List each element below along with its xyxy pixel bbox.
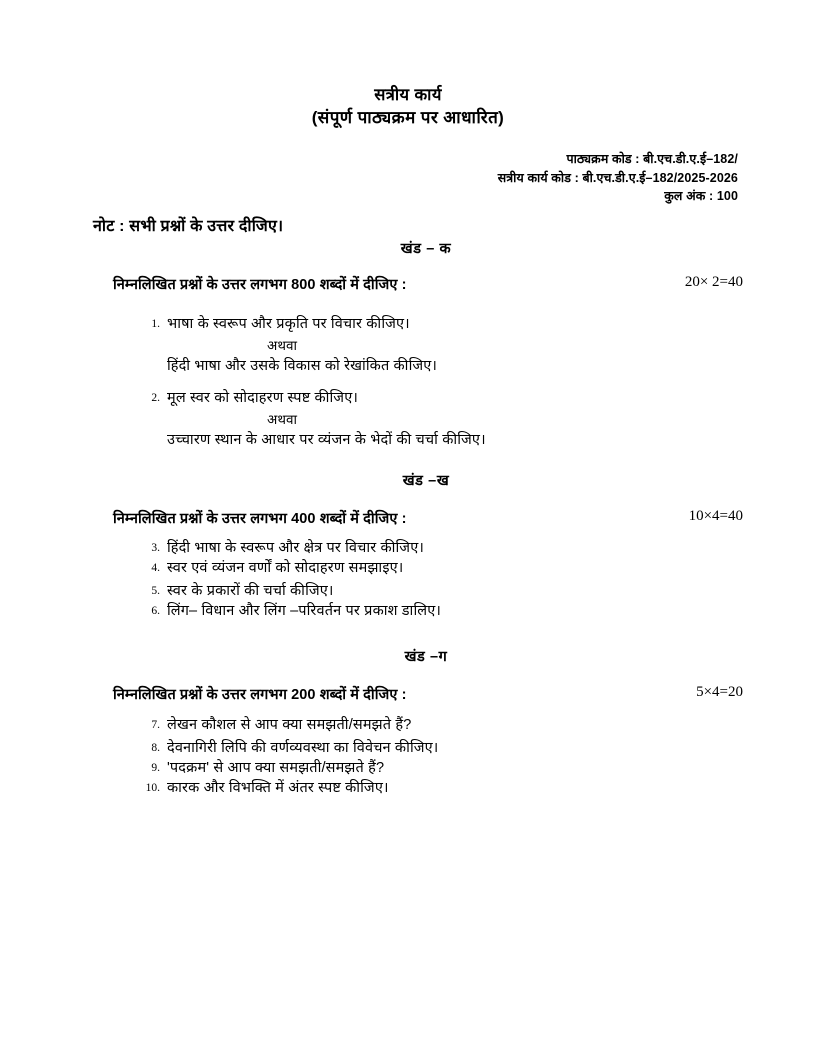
question-item — [120, 778, 720, 798]
section-instruction-b-text: निम्नलिखित प्रश्नों के उत्तर लगभग 400 शब्दों में दीजिए : — [113, 511, 407, 527]
question-item — [120, 758, 720, 778]
course-code-block — [498, 150, 738, 206]
question-alt-text: हिंदी भाषा और उसके विकास को रेखांकित कीजिए। — [167, 358, 438, 374]
question-text: हिंदी भाषा के स्वरूप और क्षेत्र पर विचार कीजिए। — [167, 540, 425, 556]
question-number: 5. — [151, 585, 160, 597]
question-number: 7. — [151, 719, 160, 731]
question-item — [120, 388, 720, 409]
question-number: 3. — [151, 542, 160, 554]
question-number: 10. — [145, 782, 160, 794]
note-line: नोट : सभी प्रश्नों के उत्तर दीजिए। — [93, 218, 284, 235]
question-item — [120, 558, 720, 578]
or-label: अथवा — [267, 412, 297, 427]
section-marks-b: 10×4=40 — [688, 508, 743, 524]
page-title-main: सत्रीय कार्य — [374, 86, 442, 104]
section-heading-a: खंड – क — [400, 241, 452, 257]
question-text: लिंग– विधान और लिंग –परिवर्तन पर प्रकाश डालिए। — [167, 603, 442, 619]
section-heading-b: खंड –ख — [402, 473, 450, 489]
or-label: अथवा — [267, 338, 297, 353]
question-item — [120, 581, 720, 601]
question-item — [120, 601, 720, 621]
question-text: देवनागिरी लिपि की वर्णव्यवस्था का विवेचन कीजिए। — [167, 740, 439, 756]
question-text: भाषा के स्वरूप और प्रकृति पर विचार कीजिए। — [167, 316, 410, 332]
section-heading-c: खंड –ग — [404, 649, 448, 665]
total-marks: कुल अंक : 100 — [664, 189, 738, 203]
assignment-code: सत्रीय कार्य कोड : बी.एच.डी.ए.ई–182/2025-2026 — [497, 170, 738, 185]
question-item — [120, 715, 720, 735]
section-marks-c: 5×4=20 — [696, 684, 743, 700]
question-alternative — [120, 409, 720, 430]
page-title — [0, 84, 816, 130]
question-group-b — [120, 538, 720, 621]
question-number: 1. — [151, 318, 160, 330]
question-text: लेखन कौशल से आप क्या समझती/समझते हैं? — [167, 717, 412, 733]
course-code: पाठ्यक्रम कोड : बी.एच.डी.ए.ई–182/ — [566, 152, 738, 166]
page-title-sub: (संपूर्ण पाठ्यक्रम पर आधारित) — [311, 108, 505, 127]
question-number: 9. — [151, 762, 160, 774]
question-item — [120, 738, 720, 758]
section-instruction-c — [113, 684, 743, 704]
question-alternative — [120, 335, 720, 356]
question-alternative-text-row — [120, 356, 720, 377]
question-number: 2. — [151, 392, 160, 404]
section-instruction-a-text: निम्नलिखित प्रश्नों के उत्तर लगभग 800 शब्दों में दीजिए : — [113, 277, 407, 293]
question-alternative-text-row — [120, 430, 720, 451]
question-number: 4. — [151, 562, 160, 574]
question-number: 6. — [151, 605, 160, 617]
question-text: स्वर एवं व्यंजन वर्णों को सोदाहरण समझाइए। — [167, 560, 404, 576]
question-item — [120, 538, 720, 558]
section-instruction-a — [113, 274, 743, 294]
question-item — [120, 314, 720, 335]
question-text: 'पदक्रम' से आप क्या समझती/समझते हैं? — [167, 760, 385, 776]
question-number: 8. — [151, 742, 160, 754]
question-text: मूल स्वर को सोदाहरण स्पष्ट कीजिए। — [167, 390, 359, 406]
question-text: स्वर के प्रकारों की चर्चा कीजिए। — [167, 583, 334, 599]
question-group-a-1 — [120, 314, 720, 377]
question-alt-text: उच्चारण स्थान के आधार पर व्यंजन के भेदों की चर्चा कीजिए। — [167, 432, 486, 448]
question-group-c — [120, 715, 720, 798]
section-instruction-c-text: निम्नलिखित प्रश्नों के उत्तर लगभग 200 शब्दों में दीजिए : — [113, 687, 407, 703]
question-text: कारक और विभक्ति में अंतर स्पष्ट कीजिए। — [167, 780, 389, 796]
section-instruction-b — [113, 508, 743, 528]
question-group-a-2 — [120, 388, 720, 451]
section-marks-a: 20× 2=40 — [684, 274, 743, 290]
